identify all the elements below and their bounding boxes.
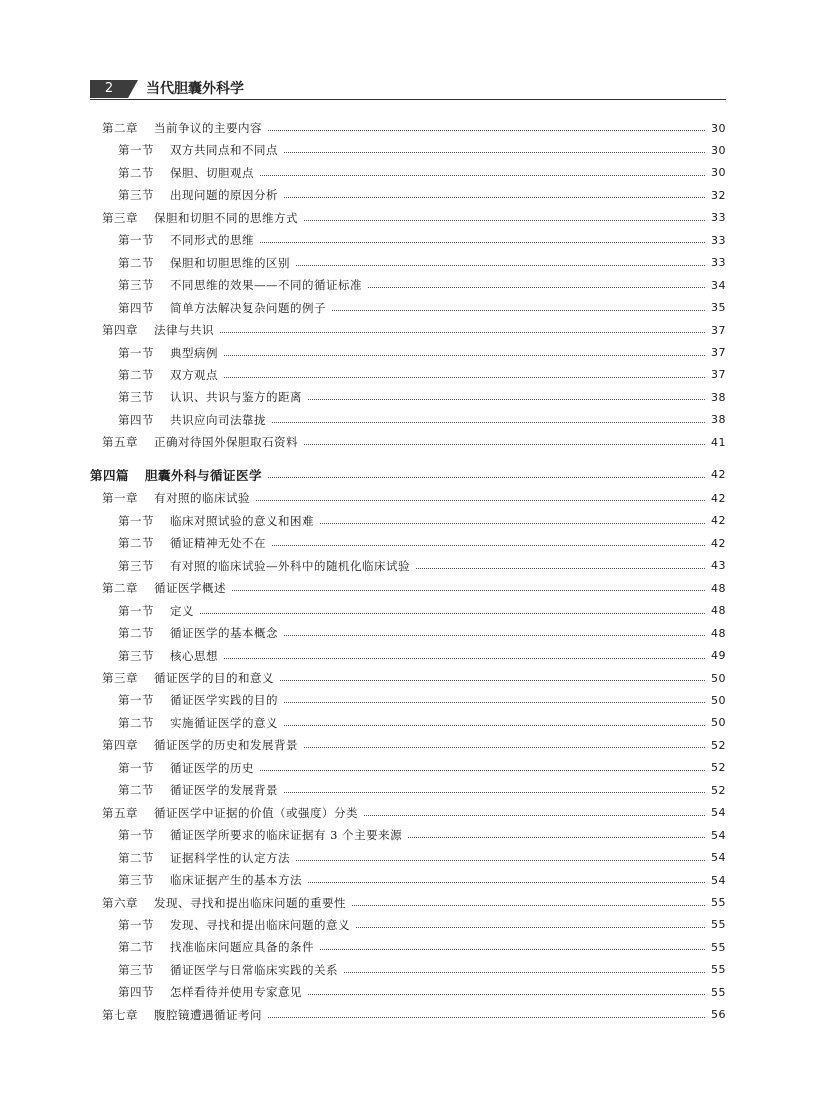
toc-chapter-entry [102, 892, 726, 914]
dot-leader [308, 398, 705, 400]
toc-entry-label [118, 367, 218, 383]
toc-entry-page: 42 [711, 536, 726, 550]
toc-entry-number: 第五章 [102, 435, 138, 450]
dot-leader [320, 522, 705, 524]
toc-entry-title: 循证医学与日常临床实践的关系 [170, 962, 338, 977]
toc-entry-page: 33 [711, 211, 726, 225]
toc-entry-number: 第一节 [118, 345, 154, 360]
toc-entry-number: 第二节 [118, 255, 154, 270]
toc-entry-page: 30 [711, 143, 726, 157]
toc-section-entry [118, 600, 726, 622]
toc-entry-label [102, 490, 250, 506]
toc-entry-page: 50 [711, 716, 726, 730]
toc-section-entry [118, 712, 726, 734]
toc-entry-page: 52 [711, 738, 726, 752]
toc-section-entry [118, 252, 726, 274]
toc-entry-label [118, 962, 338, 978]
toc-entry-label [118, 513, 314, 529]
toc-entry-label [118, 389, 302, 405]
toc-entry-title: 循证医学的发展背景 [170, 783, 278, 798]
toc-entry-number: 第五章 [102, 805, 138, 820]
dot-leader [260, 174, 705, 176]
dot-leader [308, 881, 705, 883]
toc-entry-page: 52 [711, 783, 726, 797]
toc-entry-label [102, 737, 298, 753]
toc-section-entry [118, 342, 726, 364]
toc-section-entry [118, 981, 726, 1003]
toc-entry-title: 循证医学的历史 [170, 760, 254, 775]
book-title: 当代胆囊外科学 [146, 81, 244, 97]
toc-entry-number: 第二节 [118, 536, 154, 551]
toc-entry-page: 41 [711, 435, 726, 449]
toc-chapter-entry [102, 1004, 726, 1026]
toc-entry-number: 第一节 [118, 143, 154, 158]
toc-section-entry [118, 409, 726, 431]
dot-leader [364, 814, 705, 816]
toc-section-entry [118, 532, 726, 554]
toc-entry-label [118, 984, 302, 1000]
toc-entry-label [118, 142, 278, 158]
toc-entry-title: 循证医学的历史和发展背景 [154, 738, 298, 753]
toc-entry-label [118, 625, 278, 641]
toc-entry-label [102, 434, 298, 450]
toc-section-entry [118, 689, 726, 711]
toc-section-entry [118, 229, 726, 251]
toc-entry-title: 认识、共识与鉴方的距离 [170, 390, 302, 405]
dot-leader [352, 904, 705, 906]
toc-entry-page: 38 [711, 413, 726, 427]
dot-leader [320, 948, 705, 950]
dot-leader [272, 421, 705, 423]
toc-entry-label [118, 827, 402, 843]
toc-entry-title: 发现、寻找和提出临床问题的重要性 [154, 895, 346, 910]
toc-entry-number: 第二节 [118, 626, 154, 641]
header-tab-slant [128, 80, 138, 98]
toc-entry-number: 第六章 [102, 895, 138, 910]
toc-entry-label [118, 558, 410, 574]
toc-entry-number: 第三节 [118, 278, 154, 293]
toc-entry-number: 第四节 [118, 300, 154, 315]
toc-entry-label [118, 603, 194, 619]
toc-entry-label [118, 412, 266, 428]
toc-entry-title: 简单方法解决复杂问题的例子 [170, 300, 326, 315]
dot-leader [304, 443, 705, 445]
toc-entry-label [118, 917, 350, 933]
toc-entry-number: 第一章 [102, 491, 138, 506]
toc-entry-number: 第三节 [118, 558, 154, 573]
toc-entry-label [102, 210, 298, 226]
toc-entry-title: 循证医学实践的目的 [170, 693, 278, 708]
toc-entry-number: 第三节 [118, 390, 154, 405]
toc-entry-page: 55 [711, 963, 726, 977]
toc-chapter-entry [102, 319, 726, 341]
toc-entry-number: 第一节 [118, 693, 154, 708]
page-number: 2 [90, 80, 128, 98]
toc-section-entry [118, 184, 726, 206]
dot-leader [304, 746, 705, 748]
toc-entry-title: 双方共同点和不同点 [170, 143, 278, 158]
toc-chapter-entry [102, 207, 726, 229]
toc-entry-page: 32 [711, 188, 726, 202]
toc-entry-label [118, 345, 218, 361]
toc-entry-title: 保胆、切胆观点 [170, 165, 254, 180]
toc-entry-page: 33 [711, 256, 726, 270]
dot-leader [272, 544, 705, 546]
toc-entry-number: 第三章 [102, 671, 138, 686]
dot-leader [284, 701, 705, 703]
toc-entry-label [102, 120, 262, 136]
toc-entry-number: 第一节 [118, 917, 154, 932]
dot-leader [256, 499, 705, 501]
toc-entry-label [118, 255, 290, 271]
toc-section-entry [118, 847, 726, 869]
dot-leader [296, 859, 705, 861]
toc-entry-page: 55 [711, 896, 726, 910]
toc-entry-page: 48 [711, 604, 726, 618]
toc-entry-title: 保胆和切胆思维的区别 [170, 255, 290, 270]
toc-entry-title: 怎样看待并使用专家意见 [170, 985, 302, 1000]
toc-entry-label [118, 692, 278, 708]
toc-section-entry [118, 139, 726, 161]
toc-entry-page: 55 [711, 918, 726, 932]
dot-leader [356, 926, 705, 928]
toc-entry-page: 50 [711, 671, 726, 685]
toc-entry-number: 第三节 [118, 648, 154, 663]
toc-chapter-entry [102, 734, 726, 756]
toc-entry-page: 54 [711, 873, 726, 887]
toc-entry-number: 第二节 [118, 940, 154, 955]
toc-section-entry [118, 510, 726, 532]
toc-section-entry [118, 274, 726, 296]
dot-leader [224, 354, 705, 356]
toc-entry-number: 第一节 [118, 760, 154, 775]
toc-entry-title: 循证医学概述 [154, 581, 226, 596]
toc-entry-title: 有对照的临床试验—外科中的随机化临床试验 [170, 558, 410, 573]
toc-entry-page: 42 [711, 491, 726, 505]
toc-entry-page: 38 [711, 390, 726, 404]
dot-leader [284, 791, 705, 793]
toc-entry-label [118, 872, 302, 888]
toc-entry-number: 第一节 [118, 513, 154, 528]
dot-leader [268, 1016, 705, 1018]
toc-section-entry [118, 386, 726, 408]
toc-entry-label [102, 580, 226, 596]
dot-leader [224, 657, 705, 659]
toc-entry-label [90, 466, 262, 484]
toc-section-entry [118, 622, 726, 644]
dot-leader [284, 151, 705, 153]
toc-entry-label [102, 670, 274, 686]
toc-section-entry [118, 364, 726, 386]
toc-chapter-entry [102, 577, 726, 599]
toc-entry-label [118, 715, 278, 731]
toc-entry-label [118, 277, 362, 293]
dot-leader [308, 993, 705, 995]
toc-entry-number: 第二章 [102, 581, 138, 596]
dot-leader [332, 309, 705, 311]
toc-entry-title: 出现问题的原因分析 [170, 188, 278, 203]
toc-section-entry [118, 779, 726, 801]
toc-entry-page: 54 [711, 806, 726, 820]
toc-entry-number: 第四节 [118, 985, 154, 1000]
toc-entry-number: 第三节 [118, 188, 154, 203]
toc-entry-label [118, 535, 266, 551]
toc-entry-page: 42 [711, 514, 726, 528]
toc-entry-number: 第七章 [102, 1007, 138, 1022]
toc-entry-label [118, 648, 218, 664]
toc-entry-title: 核心思想 [170, 648, 218, 663]
toc-entry-title: 循证医学所要求的临床证据有 3 个主要来源 [170, 828, 403, 843]
toc-entry-page: 37 [711, 346, 726, 359]
toc-entry-title: 有对照的临床试验 [154, 491, 250, 506]
toc-entry-page: 34 [711, 278, 726, 292]
toc-entry-page: 43 [711, 559, 726, 573]
toc-entry-title: 双方观点 [170, 367, 218, 382]
toc-entry-label [118, 187, 278, 203]
toc-entry-title: 保胆和切胆不同的思维方式 [154, 210, 298, 225]
toc-entry-title: 循证精神无处不在 [170, 536, 266, 551]
toc-entry-page: 30 [711, 166, 726, 180]
toc-entry-page: 48 [711, 581, 726, 595]
toc-entry-page: 54 [711, 828, 726, 842]
dot-leader [268, 129, 705, 131]
toc-entry-number: 第四节 [118, 412, 154, 427]
dot-leader [200, 612, 705, 614]
toc-chapter-entry [102, 802, 726, 824]
dot-leader [284, 724, 705, 726]
toc-entry-number: 第一节 [118, 233, 154, 248]
toc-entry-number: 第一节 [118, 603, 154, 618]
toc-entry-page: 54 [711, 851, 726, 865]
toc-entry-label [118, 850, 290, 866]
dot-leader [280, 679, 705, 681]
toc-entry-title: 典型病例 [170, 345, 218, 360]
toc-entry-number: 第二节 [118, 850, 154, 865]
toc-entry-page: 49 [711, 649, 726, 663]
toc-entry-number: 第四篇 [90, 467, 130, 483]
toc-section-entry [118, 869, 726, 891]
dot-leader [416, 567, 705, 569]
header-rule [90, 99, 726, 100]
toc-chapter-entry [102, 667, 726, 689]
toc-entry-page: 56 [711, 1008, 726, 1022]
toc-entry-label [118, 939, 314, 955]
toc-entry-page: 35 [711, 301, 726, 315]
toc-entry-title: 临床对照试验的意义和困难 [170, 513, 314, 528]
toc-entry-title: 法律与共识 [154, 323, 214, 338]
toc-section-entry [118, 162, 726, 184]
toc-section-entry [118, 645, 726, 667]
dot-leader [344, 971, 705, 973]
toc-chapter-entry [102, 431, 726, 453]
toc-entry-page: 30 [711, 121, 726, 135]
toc-entry-title: 腹腔镜遭遇循证考问 [154, 1007, 262, 1022]
toc-entry-page: 52 [711, 761, 726, 775]
dot-leader [284, 634, 705, 636]
dot-leader [304, 219, 705, 221]
toc-entry-label [118, 165, 254, 181]
toc-entry-number: 第四章 [102, 323, 138, 338]
toc-entry-label [118, 232, 254, 248]
toc-entry-title: 共识应向司法靠拢 [170, 412, 266, 427]
toc-entry-number: 第二节 [118, 367, 154, 382]
toc-section-entry [118, 555, 726, 577]
toc-entry-title: 循证医学中证据的价值（或强度）分类 [154, 805, 358, 820]
toc-entry-title: 当前争议的主要内容 [154, 121, 262, 135]
toc-entry-number: 第二节 [118, 783, 154, 798]
dot-leader [284, 196, 705, 198]
dot-leader [220, 331, 705, 333]
toc-entry-title: 胆囊外科与循证医学 [145, 467, 263, 483]
toc-entry-title: 循证医学的目的和意义 [154, 671, 274, 686]
toc-entry-title: 不同形式的思维 [170, 233, 254, 248]
toc-section-entry [118, 757, 726, 779]
toc-entry-title: 不同思维的效果——不同的循证标准 [170, 278, 362, 293]
toc-entry-title: 临床证据产生的基本方法 [170, 873, 302, 888]
toc-entry-page: 37 [711, 323, 726, 337]
toc-entry-title: 定义 [170, 603, 194, 618]
toc-section-entry [118, 936, 726, 958]
dot-leader [224, 376, 705, 378]
toc-entry-page: 55 [711, 985, 726, 999]
toc-entry-number: 第一节 [118, 828, 154, 843]
toc-entry-page: 33 [711, 233, 726, 247]
toc-entry-page: 55 [711, 940, 726, 954]
toc-part-entry [90, 464, 726, 486]
toc-entry-page: 48 [711, 626, 726, 640]
toc-chapter-entry [102, 117, 726, 139]
dot-leader [232, 589, 705, 591]
toc-entry-number: 第三节 [118, 873, 154, 888]
toc-section-entry [118, 959, 726, 981]
dot-leader [408, 836, 705, 838]
toc-entry-page: 37 [711, 368, 726, 382]
toc-section-entry [118, 824, 726, 846]
dot-leader [368, 286, 705, 288]
toc-entry-title: 证据科学性的认定方法 [170, 850, 290, 865]
toc-entry-label [118, 760, 254, 776]
toc-section-entry [118, 297, 726, 319]
toc-entry-title: 发现、寻找和提出临床问题的意义 [170, 917, 350, 932]
toc-entry-label [102, 895, 346, 911]
toc-entry-label [102, 1007, 262, 1023]
toc-entry-title: 找准临床问题应具备的条件 [170, 940, 314, 955]
toc-entry-title: 正确对待国外保胆取石资料 [154, 435, 298, 450]
dot-leader [260, 241, 705, 243]
toc-entry-number: 第二节 [118, 165, 154, 180]
toc-entry-label [102, 322, 214, 338]
dot-leader [268, 476, 705, 478]
toc-entry-number: 第二章 [102, 121, 138, 135]
page-header [90, 80, 726, 100]
toc-entry-number: 第三章 [102, 210, 138, 225]
toc-chapter-entry [102, 487, 726, 509]
toc-entry-number: 第二节 [118, 715, 154, 730]
toc-entry-page: 50 [711, 693, 726, 707]
dot-leader [296, 264, 705, 266]
toc-entry-number: 第四章 [102, 738, 138, 753]
toc-entry-title: 实施循证医学的意义 [170, 715, 278, 730]
toc-entry-title: 循证医学的基本概念 [170, 626, 278, 641]
toc-entry-label [102, 805, 358, 821]
toc-entry-label [118, 300, 326, 316]
toc-entry-number: 第三节 [118, 962, 154, 977]
dot-leader [260, 769, 705, 771]
toc-entry-label [118, 782, 278, 798]
toc-entry-page: 42 [711, 468, 726, 482]
toc-section-entry [118, 914, 726, 936]
